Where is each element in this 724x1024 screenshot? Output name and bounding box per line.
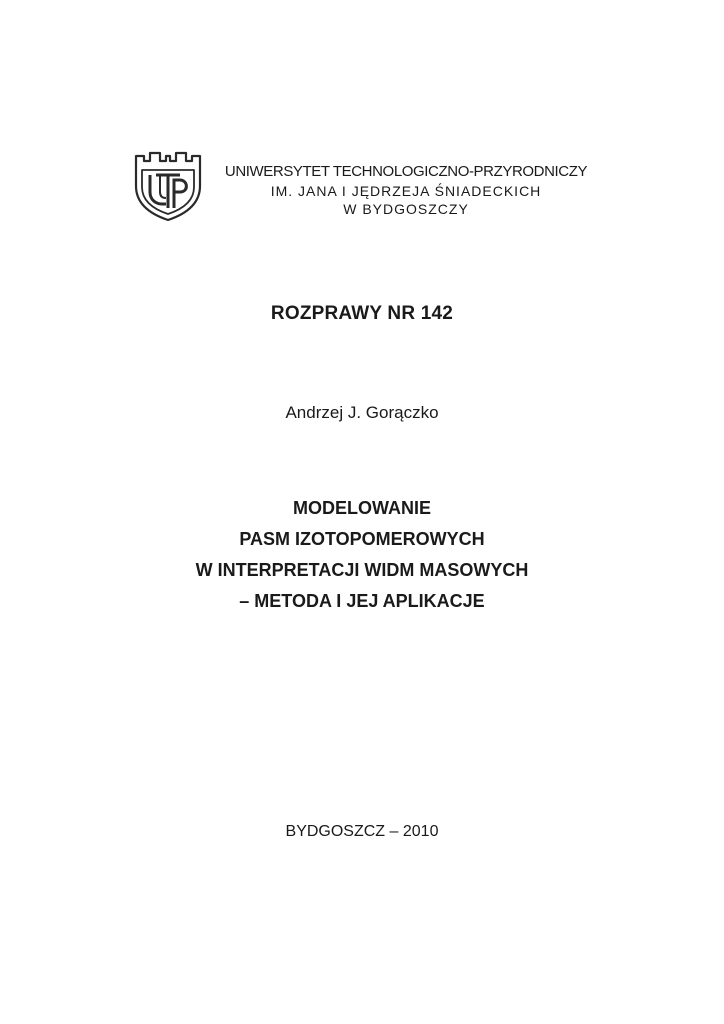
author-name: Andrzej J. Gorączko	[285, 403, 439, 422]
university-name	[208, 162, 604, 218]
place-and-year: BYDGOSZCZ – 2010	[285, 823, 439, 840]
book-title-line-1: MODELOWANIE	[293, 498, 431, 518]
series-title: ROZPRAWY NR 142	[270, 303, 454, 324]
utp-logo-icon	[134, 150, 202, 222]
university-name-line-3: W BYDGOSZCZY	[343, 201, 469, 217]
university-name-line-2: IM. JANA I JĘDRZEJA ŚNIADECKICH	[270, 183, 542, 199]
book-title-line-4: – METODA I JEJ APLIKACJE	[239, 591, 485, 611]
book-title-line-3: W INTERPRETACJI WIDM MASOWYCH	[195, 560, 529, 580]
university-name-line-1: UNIWERSYTET TECHNOLOGICZNO-PRZYRODNICZY	[224, 163, 588, 180]
book-title	[0, 493, 724, 617]
publisher-header	[134, 150, 604, 225]
book-title-line-2: PASM IZOTOPOMEROWYCH	[239, 529, 485, 549]
